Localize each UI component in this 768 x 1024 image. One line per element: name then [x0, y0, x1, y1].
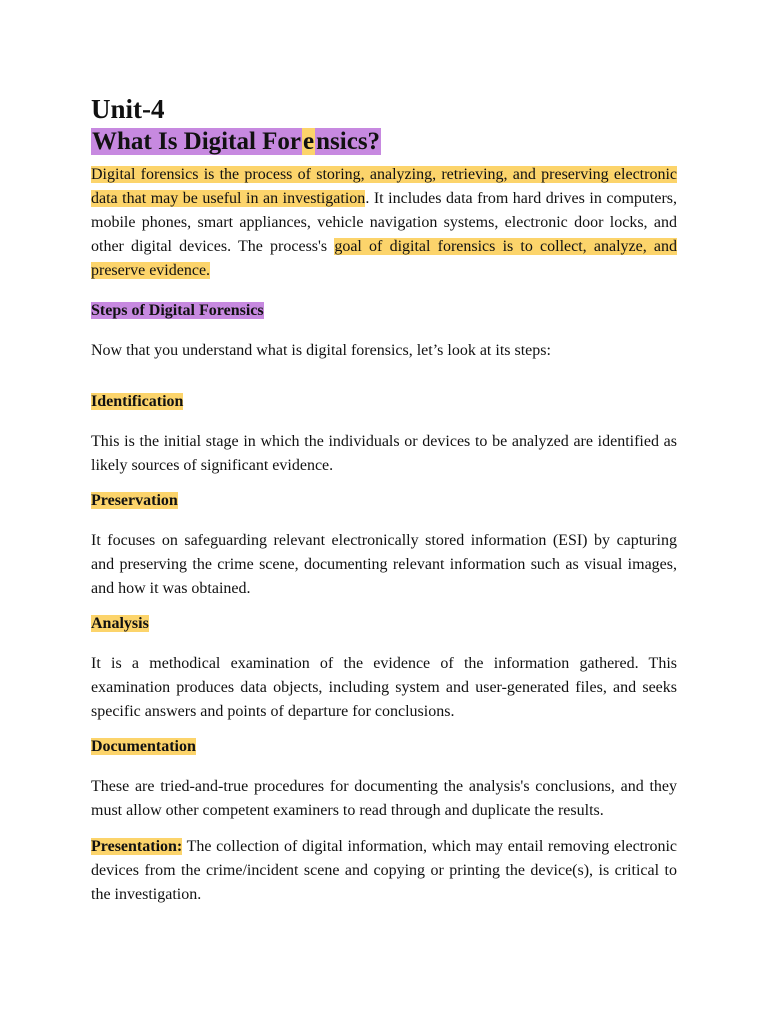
identification-heading [91, 391, 677, 413]
documentation-text: These are tried-and-true procedures for documenting the analysis's conclusions, and they must allow other competent examiners to read through and duplicate the results. [91, 778, 677, 819]
preservation-text: It focuses on safeguarding relevant electronically stored information (ESI) by capturing and preserving the crime scene, documenting relevant information such as visual images, and how it was obtained. [91, 532, 677, 597]
title-part-1: What Is Digital For [92, 128, 302, 155]
steps-intro: Now that you understand what is digital forensics, let’s look at its steps: [91, 342, 551, 359]
presentation-label: Presentation: [91, 838, 183, 855]
preservation-heading [91, 490, 677, 512]
analysis-text: It is a methodical examination of the evidence of the information gathered. This examination produces data objects, including system and user-generated files, and seeks specific answers and points of departure for conclusions. [91, 655, 677, 720]
intro-plain-text: . It includes data from hard drives in computers, mobile phones, smart appliances, vehicle navigation systems, electronic door locks, and other digital devices. The process's [91, 190, 678, 255]
presentation-text: The collection of digital information, which may entail removing electronic devices from the crime/incident scene and copying or printing the device(s), is critical to the investigation. [91, 838, 677, 903]
analysis-heading-text: Analysis [91, 615, 149, 632]
intro-paragraph [91, 163, 677, 283]
title-part-3: nsics? [316, 128, 381, 155]
unit-title: Unit-4 [91, 94, 165, 124]
intro-highlight-goal: goal of digital forensics is to collect, analyze, and preserve evidence. [91, 238, 677, 279]
page-title [91, 127, 677, 157]
title-part-2: e [303, 128, 315, 155]
steps-heading-text: Steps of Digital Forensics [91, 302, 264, 319]
identification-text: This is the initial stage in which the individuals or devices to be analyzed are identified as likely sources of significant evidence. [91, 433, 677, 474]
intro-highlight-definition: Digital forensics is the process of storing, analyzing, retrieving, and preserving electronic data that may be useful in an investigation [91, 166, 677, 207]
documentation-heading [91, 736, 677, 758]
steps-heading [91, 300, 677, 322]
presentation-paragraph [91, 835, 677, 907]
preservation-heading-text: Preservation [91, 492, 178, 509]
analysis-heading [91, 613, 677, 635]
documentation-heading-text: Documentation [91, 738, 196, 755]
identification-heading-text: Identification [91, 393, 184, 410]
